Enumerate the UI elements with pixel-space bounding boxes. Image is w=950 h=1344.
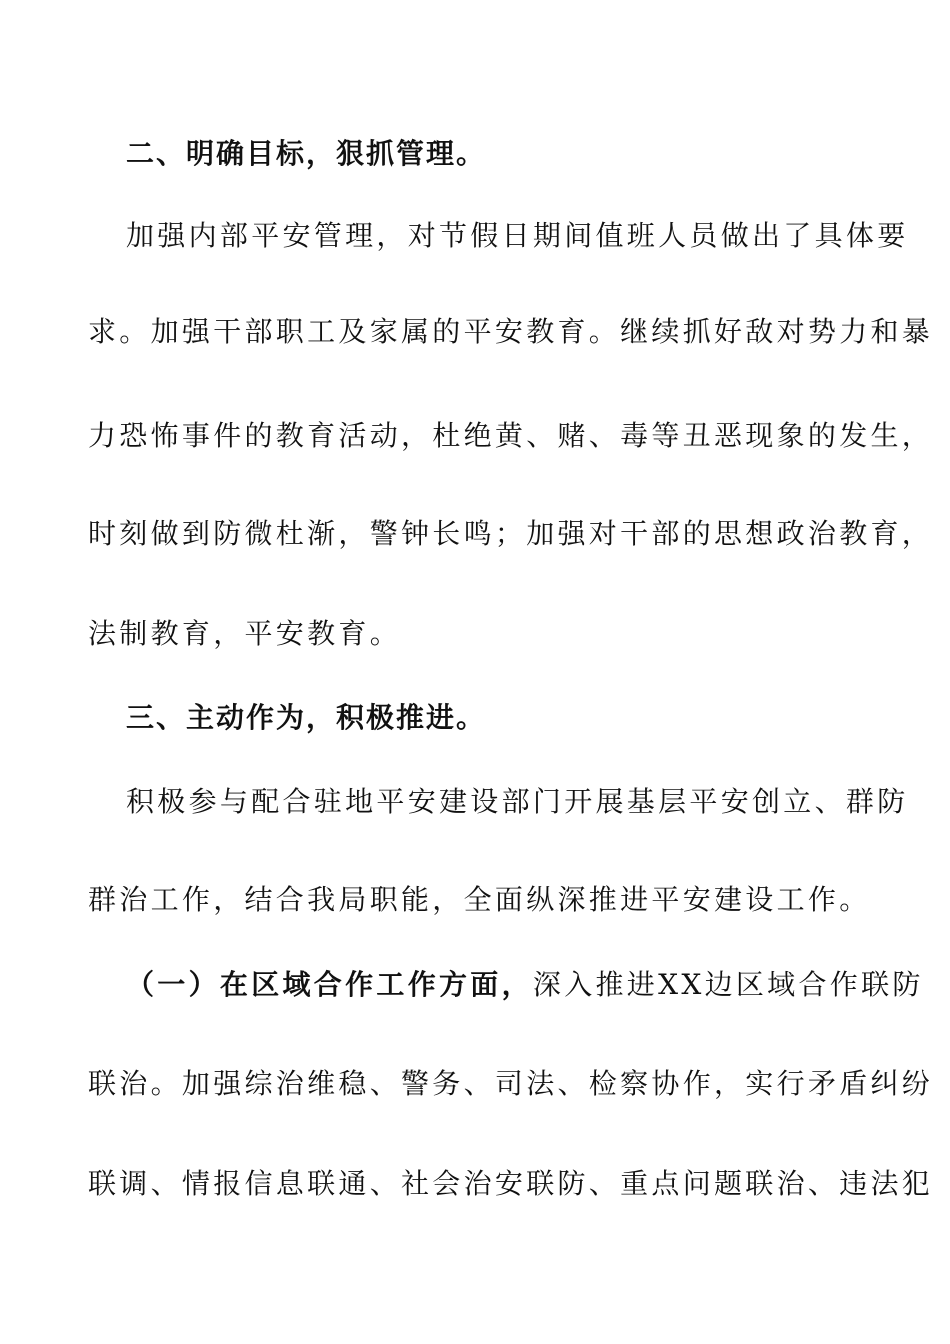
subsection-1-bold-lead: （一）在区域合作工作方面， — [126, 968, 533, 1001]
subsection-1-line: 联治。加强综治维稳、警务、司法、检察协作，实行矛盾纠纷 — [88, 1067, 934, 1100]
section-2-paragraph-line: 法制教育，平安教育。 — [88, 617, 402, 650]
subsection-1-first-line — [126, 967, 924, 1003]
section-2-paragraph-line: 求。加强干部职工及家属的平安教育。继续抓好敌对势力和暴 — [88, 315, 934, 348]
section-3-heading: 三、主动作为，积极推进。 — [126, 701, 487, 734]
section-2-paragraph-line: 力恐怖事件的教育活动，杜绝黄、赌、毒等丑恶现象的发生， — [88, 419, 934, 452]
subsection-1-first-line-text: 深入推进XX边区域合作联防 — [532, 968, 924, 1001]
section-2-paragraph-line: 时刻做到防微杜渐，警钟长鸣；加强对干部的思想政治教育， — [88, 517, 934, 550]
section-2-heading: 二、明确目标，狠抓管理。 — [126, 137, 487, 170]
section-3-paragraph-line: 积极参与配合驻地平安建设部门开展基层平安创立、群防 — [126, 785, 909, 818]
section-3-paragraph-line: 群治工作，结合我局职能，全面纵深推进平安建设工作。 — [88, 883, 871, 916]
section-2-paragraph-line: 加强内部平安管理，对节假日期间值班人员做出了具体要 — [126, 219, 909, 252]
subsection-1-line: 联调、情报信息联通、社会治安联防、重点问题联治、违法犯 — [88, 1167, 934, 1200]
